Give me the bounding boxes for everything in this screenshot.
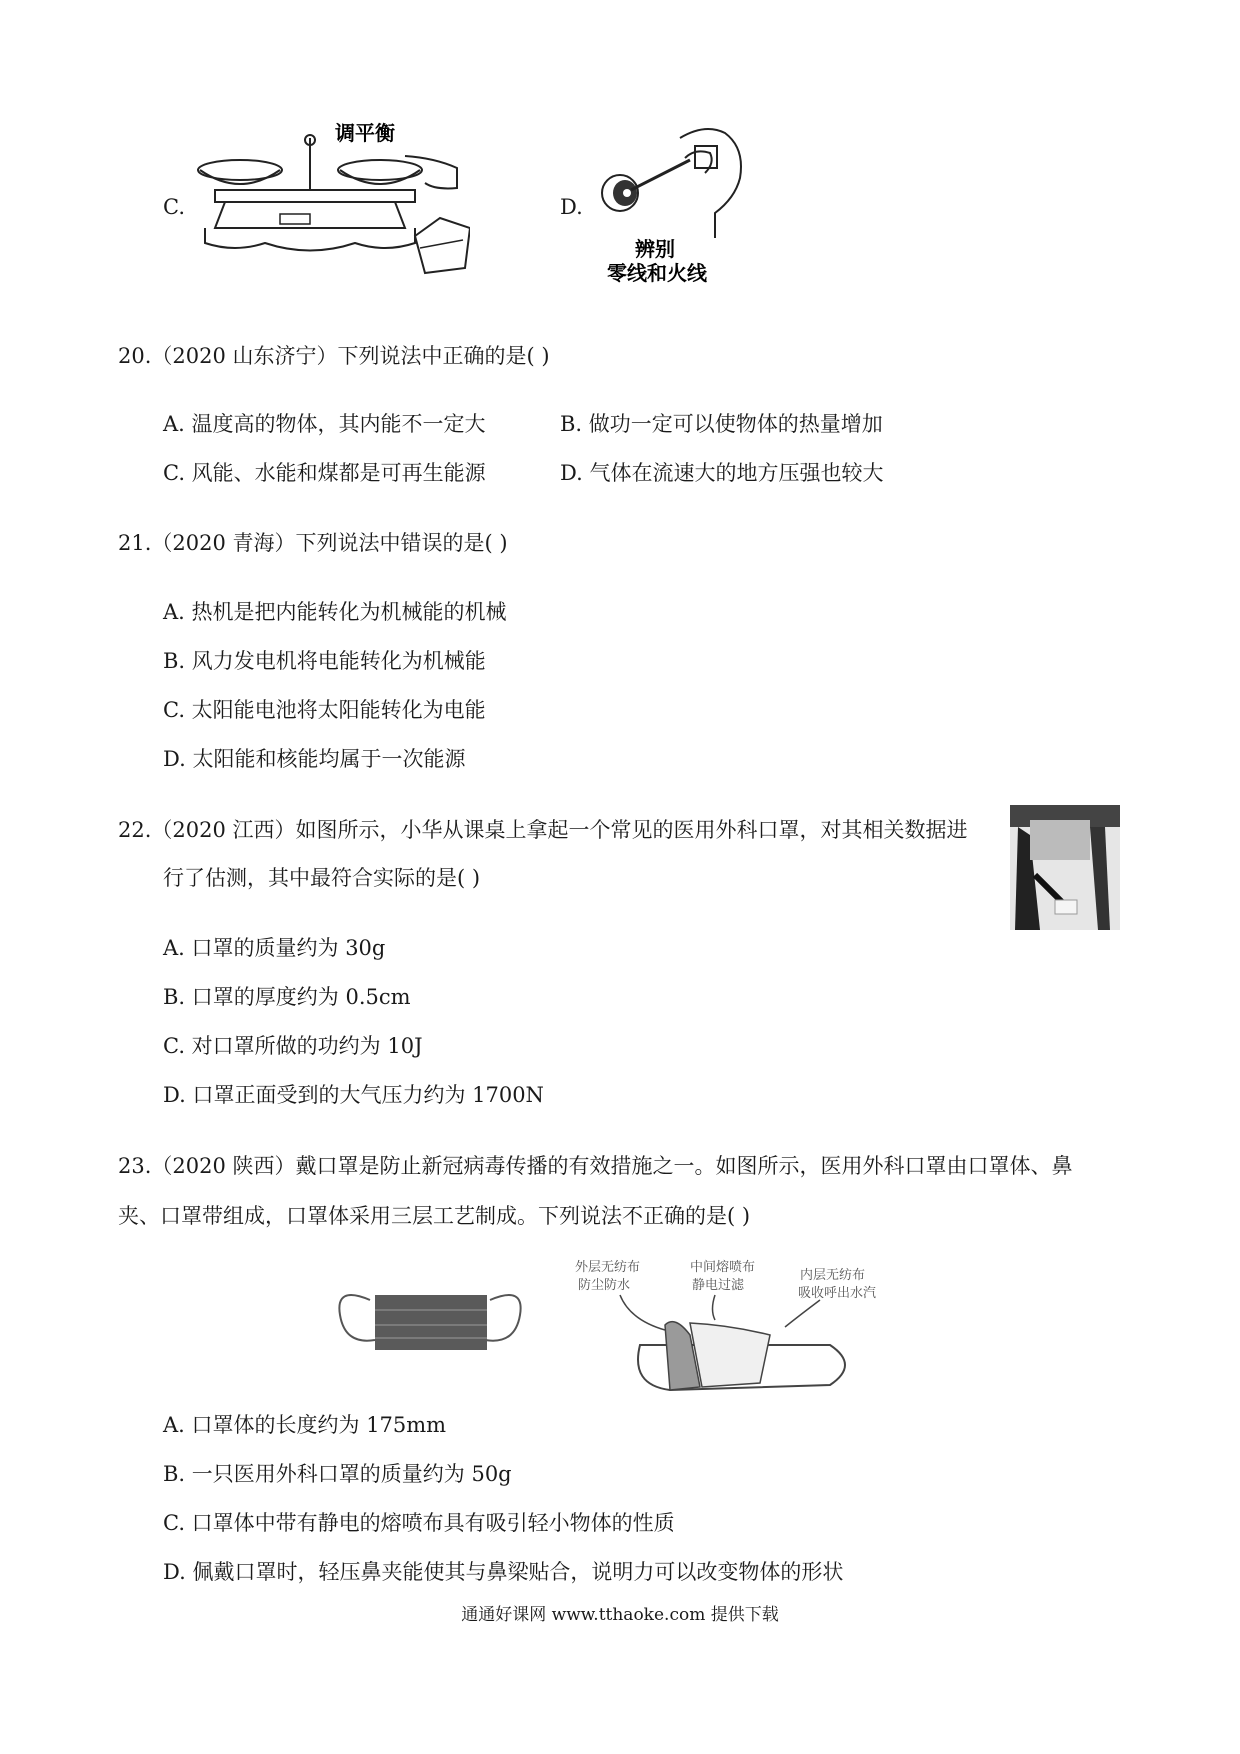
q20-option-c: C. 风能、水能和煤都是可再生能源 [163,461,486,485]
q23-stem-line1: 23.（2020 陕西）戴口罩是防止新冠病毒传播的有效措施之一。如图所示，医用外科口罩由口罩体、鼻 [118,1154,1073,1178]
q21-option-d: D. 太阳能和核能均属于一次能源 [163,747,466,771]
test-pencil-figure [595,118,765,288]
pencil-caption-2: 零线和火线 [607,261,707,285]
balance-caption: 调平衡 [335,121,395,145]
inner-layer-label-1: 内层无纺布 [800,1268,866,1283]
middle-layer-label-1: 中间熔喷布 [690,1260,756,1275]
option-c-label: C. [163,195,185,219]
inner-layer-label-2: 吸收呼出水汽 [798,1286,877,1301]
q20-option-a: A. 温度高的物体，其内能不一定大 [163,412,486,436]
q22-option-b: B. 口罩的厚度约为 0.5cm [163,985,411,1009]
q21-option-b: B. 风力发电机将电能转化为机械能 [163,649,486,673]
q22-option-d: D. 口罩正面受到的大气压力约为 1700N [163,1083,544,1107]
mask-on-desk-photo [1010,805,1120,930]
q21-stem: 21.（2020 青海）下列说法中错误的是( ) [118,531,508,555]
q20-option-b: B. 做功一定可以使物体的热量增加 [560,412,883,436]
q23-option-a: A. 口罩体的长度约为 175mm [163,1413,447,1437]
q22-option-a: A. 口罩的质量约为 30g [163,936,386,960]
middle-layer-label-2: 静电过滤 [692,1278,745,1293]
q23-option-c: C. 口罩体中带有静电的熔喷布具有吸引轻小物体的性质 [163,1511,675,1535]
q21-option-a: A. 热机是把内能转化为机械能的机械 [163,600,507,624]
q22-stem-line2: 行了估测，其中最符合实际的是( ) [163,866,481,890]
outer-layer-label-2: 防尘防水 [578,1278,631,1293]
q22-option-c: C. 对口罩所做的功约为 10J [163,1034,423,1058]
balance-scale-figure [195,118,470,283]
option-d-label: D. [560,195,583,219]
q21-option-c: C. 太阳能电池将太阳能转化为电能 [163,698,486,722]
surgical-mask-figure [330,1255,940,1405]
q20-option-d: D. 气体在流速大的地方压强也较大 [560,461,884,485]
q23-option-d: D. 佩戴口罩时，轻压鼻夹能使其与鼻梁贴合，说明力可以改变物体的形状 [163,1560,844,1584]
q22-stem-line1: 22.（2020 江西）如图所示，小华从课桌上拿起一个常见的医用外科口罩，对其相关数据进 [118,818,968,842]
q23-option-b: B. 一只医用外科口罩的质量约为 50g [163,1462,512,1486]
page-footer: 通通好课网 www.tthaoke.com 提供下载 [461,1605,779,1625]
outer-layer-label-1: 外层无纺布 [575,1260,641,1275]
q20-stem: 20.（2020 山东济宁）下列说法中正确的是( ) [118,344,550,368]
q23-stem-line2: 夹、口罩带组成，口罩体采用三层工艺制成。下列说法不正确的是( ) [118,1204,751,1228]
pencil-caption-1: 辨别 [635,237,675,261]
